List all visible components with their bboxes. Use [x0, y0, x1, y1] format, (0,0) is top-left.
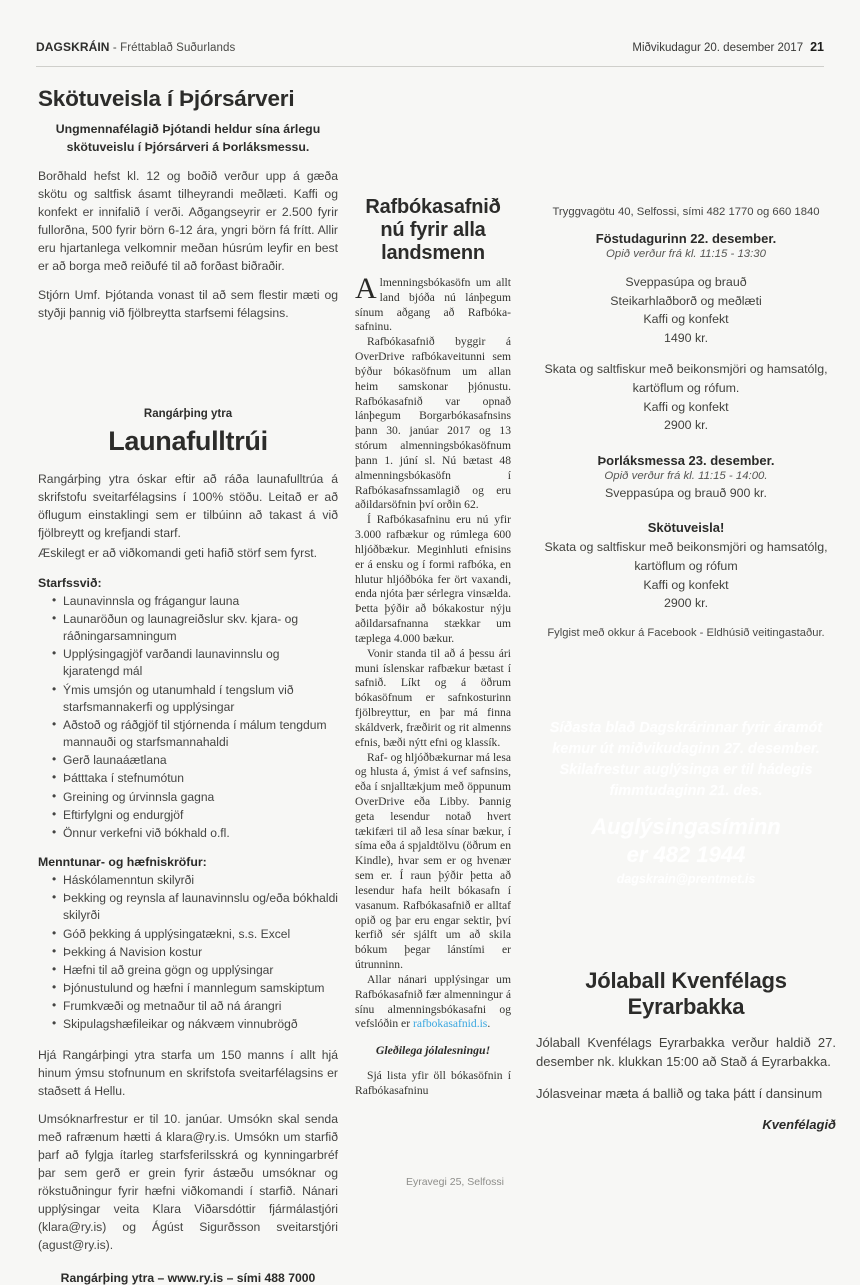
rafbokasafn-title: Rafbókasafnið nú fyrir alla landsmenn	[365, 196, 501, 264]
watermark-deadline-text: Síðasta blað Dagskrárinnar fyrir áramót kemur út miðvikudaginn 27. desember. Skilafrestur auglýsinga er til hádegis fimmtudaginn 21. des.	[549, 720, 823, 800]
ad-eldhusid	[536, 206, 836, 639]
bottom-caption: Eyravegi 25, Selfossi	[405, 1176, 505, 1188]
rafbokasafn-paragraph-1-text: lmenningsbókasöfn um allt land bjóða nú lánþegum sínum aðgang að Rafbókasafninu.	[355, 276, 511, 334]
masthead-right	[632, 40, 824, 54]
starfssvid-item: • Aðstoð og ráðgjöf til stjórnenda í málum tengdum mannauði og starfsmannahaldi	[52, 717, 338, 751]
rafbokasafn-paragraph-2: Rafbókasafnið byggir á OverDrive rafbókaveitunni sem býður bókasöfnum um allan heim samskonar þjónustu. Rafbókasafnið var opnað lánþegum Borgarbókasafnsins þann 30. janúar 2017 og 13 stórum almenningsbókasöfnum þann 1. júní sl. Nú bætast 48 almenningsbókasöfn í Rafbókasafnssamlagið og eru aðildarsöfnin því orðin 62.	[355, 335, 511, 512]
ad-jolaball	[536, 968, 836, 1132]
skotuveisla-lead: Ungmennafélagið Þjótandi heldur sína árlegu skötuveislu í Þjórsárveri á Þorláksmessu.	[55, 122, 321, 154]
launafulltrui-kicker: Rangárþing ytra	[143, 408, 233, 420]
launafulltrui-title: Launafulltrúi	[108, 426, 268, 456]
dropcap: A	[355, 272, 377, 305]
rafbokasafn-paragraph-4: Vonir standa til að á þessu ári muni íslenskar rafbækur bætast í safnið. Líkt og á öðrum bókasöfnum er safnkosturinn fjölbreyttur, en þar má finna skáldverk, fræðirit og rit almenns efnis, bæði nýtt efni og klassík.	[355, 646, 511, 749]
launafulltrui-intro2: Æskilegt er að viðkomandi geti hafið störf sem fyrst.	[38, 545, 318, 560]
watermark-phone-label: Auglýsingasíminn	[591, 814, 781, 840]
eldhusid-footer: Fylgist með okkur á Facebook - Eldhúsið veitingastaður.	[547, 626, 825, 639]
menntun-item: • Háskólamenntun skilyrði	[52, 872, 338, 889]
menntun-item: • Þekking og reynsla af launavinnslu og/eða bókhaldi skilyrði	[52, 890, 338, 924]
eldhusid-menu-2: Skata og saltfiskur með beikonsmjöri og hamsatólg, kartöflum og rófum. Kaffi og konfekt 2900 kr.	[544, 362, 828, 433]
starfssvid-item: • Önnur verkefni við bókhald o.fl.	[52, 825, 338, 842]
skotuveisla-title: Skötuveisla í Þjórsárveri	[38, 86, 295, 111]
starfssvid-heading: Starfssvið:	[38, 575, 102, 590]
launafulltrui-contact: Rangárþing ytra – www.ry.is – sími 488 7000	[60, 1270, 316, 1285]
masthead-left	[36, 40, 235, 54]
rafbokasafn-paragraph-6-before: Allar nánari upplýsingar um Rafbókasafnið fær almenningur á sínu almenningsbókasafni og vefslóðin er	[355, 972, 511, 1031]
skotuveisla-paragraph: Borðhald hefst kl. 12 og boðið verður upp á gæða skötu og saltfisk ásamt tilheyrandi meðlæti. Kaffi og konfekt er innifalið í verði. Aðgangseyrir er 2.500 fyrir fullorðna, 500 fyrir börn 6-12 ára, yngri börn fá frítt. Allir eru hjartanlega velkomnir meðan húsrúm leyfir en best er að borga með reiðufé til að forðast biðraðir.	[38, 169, 338, 273]
jolaball-paragraph-2: Jólasveinar mæta á ballið og taka þátt í dansinum	[536, 1085, 823, 1101]
launafulltrui-staff-paragraph: Hjá Rangárþingi ytra starfa um 150 manns í allt hjá hinum ýmsu stofnunum en skrifstofa sveitarfélagsins er staðsett á Hellu.	[38, 1047, 338, 1098]
eldhusid-menu-1: Sveppasúpa og brauð Steikarhlaðborð og meðlæti Kaffi og konfekt 1490 kr.	[610, 275, 762, 345]
starfssvid-item: • Launavinnsla og frágangur launa	[52, 593, 338, 610]
rafbokasafn-paragraph-6-after: .	[487, 1017, 491, 1031]
ad-launafulltrui	[38, 408, 338, 1285]
masthead-brand: DAGSKRÁIN	[36, 40, 110, 54]
starfssvid-item: • Ýmis umsjón og utanumhald í tengslum við starfsmannakerfi og upplýsingar	[52, 682, 338, 716]
rafbokasafn-paragraph-7: Sjá lista yfir öll bókasöfnin í Rafbókasafninu	[355, 1069, 511, 1098]
starfssvid-item: • Gerð launaáætlana	[52, 752, 338, 769]
eldhusid-address: Tryggvagötu 40, Selfossi, sími 482 1770 og 660 1840	[552, 206, 820, 218]
eldhusid-feast-menu: Skata og saltfiskur með beikonsmjöri og hamsatólg, kartöflum og rófum Kaffi og konfekt 2900 kr.	[544, 540, 828, 611]
watermark-phone-number: er 482 1944	[626, 841, 746, 867]
rafbokasafnid-link[interactable]: rafbokasafnid.is	[412, 1017, 488, 1031]
menntun-item: • Frumkvæði og metnaður til að ná árangri	[52, 998, 338, 1015]
starfssvid-item: • Greining og úrvinnsla gagna	[52, 789, 338, 806]
rafbokasafn-paragraph-3: Í Rafbókasafninu eru nú yfir 3.000 rafbækur og rúmlega 600 hljóðbækur. Meginhluti efnisins er á ensku og í formi rafbóka, en hlutur hljóðbóka fer ört vaxandi, enda njóta þær sérlegra vinsælda. Þetta þýðir að bókakostur nýju aðildarsafnanna stækkar um tæplega 4.000 bækur.	[355, 513, 511, 645]
rafbokasafn-paragraph-5: Raf- og hljóðbækurnar má lesa og hlusta á, ýmist á vef safnsins, eða í snjalltækjum með öppunum OverDrive eða Libby. Þannig geta lesendur notað hvert tækifæri til að lesa sínar bækur, í síma eða á spjaldtölvu (öðrum en Kindle), hvar sem er og hvenær sem er. Í raun þýðir þetta að lesendur hafa heilt bókasafn í vasanum. Rafbókasafnið er alltaf opið og þar eru engar sektir, því kerfið sér sjálft um að skila bókum þegar lánstími er útrunninn.	[355, 750, 511, 972]
masthead-date: Miðvikudagur 20. desember 2017	[632, 42, 804, 54]
rafbokasafn-paragraph-6	[355, 973, 511, 1032]
masthead	[36, 40, 824, 67]
eldhusid-day-2: Þorláksmessa 23. desember.	[597, 452, 775, 468]
article-rafbokasafnid	[355, 196, 511, 1099]
menntun-item: • Skipulagshæfileikar og nákvæm vinnubrögð	[52, 1016, 338, 1033]
starfssvid-item: • Eftirfylgni og endurgjöf	[52, 807, 338, 824]
menntun-item: • Góð þekking á upplýsingatækni, s.s. Excel	[52, 926, 338, 943]
rafbokasafn-paragraph-1	[355, 272, 511, 335]
skotuveisla-paragraph: Stjórn Umf. Þjótanda vonast til að sem flestir mæti og styðji þannig við fjölbreytta starfsemi félagsins.	[38, 287, 338, 320]
launafulltrui-application-paragraph: Umsóknarfrestur er til 10. janúar. Umsókn skal senda með rafrænum hætti á klara@ry.is. Umsókn um starfið þarf að fylgja ítarleg starfsferilsskrá og kynningarbréf þar sem gerð er grein fyrir ástæðu umsóknar og rökstuðningur fyrir hæfni viðkomandi í starfið. Nánari upplýsingar veita Klara Viðarsdóttir fjármálastjóri (klara@ry.is) og Ágúst Sigurðsson sveitarstjóri (agust@ry.is).	[38, 1112, 338, 1253]
eldhusid-hours-1: Opið verður frá kl. 11:15 - 13:30	[606, 248, 766, 260]
rafbokasafn-greeting: Gleðilega jólalesningu!	[375, 1043, 491, 1058]
masthead-subtitle: - Fréttablað Suðurlands	[109, 42, 236, 54]
menntun-heading: Menntunar- og hæfniskröfur:	[38, 855, 207, 870]
jolaball-title: Jólaball Kvenfélags Eyrarbakka	[585, 968, 787, 1019]
starfssvid-item: • Þátttaka í stefnumótun	[52, 770, 338, 787]
jolaball-signature: Kvenfélagið	[762, 1116, 836, 1132]
starfssvid-item: • Launaröðun og launagreiðslur skv. kjara- og ráðningarsamningum	[52, 611, 338, 645]
page-number: 21	[810, 40, 824, 54]
ad-skotuveisla	[38, 86, 338, 323]
jolaball-paragraph-1: Jólaball Kvenfélags Eyrarbakka verður haldið 27. desember nk. klukkan 15:00 að Stað á Eyrarbakka.	[536, 1034, 836, 1069]
watermark-email[interactable]: dagskrain@prentmet.is	[616, 872, 756, 887]
menntun-item: • Þekking á Navision kostur	[52, 944, 338, 961]
menntun-item: • Þjónustulund og hæfni í mannlegum samskiptum	[52, 980, 338, 997]
eldhusid-day-1: Föstudagurinn 22. desember.	[595, 231, 777, 246]
eldhusid-hours-2: Opið verður frá kl. 11:15 - 14:00.	[604, 469, 768, 482]
eldhusid-feast-heading: Skötuveisla!	[647, 520, 725, 536]
watermark-notice	[536, 718, 836, 886]
starfssvid-list	[38, 593, 338, 842]
starfssvid-item: • Upplýsingagjöf varðandi launavinnslu og kjaratengd mál	[52, 646, 338, 680]
menntun-list	[38, 872, 338, 1034]
menntun-item: • Hæfni til að greina gögn og upplýsingar	[52, 962, 338, 979]
launafulltrui-intro: Rangárþing ytra óskar eftir að ráða launafulltrúa á skrifstofu sveitarfélagsins í 100% stöðu. Leitað er að öflugum einstaklingi sem er tilbúinn að takast á við fjölbreytt og krefjandi starf.	[38, 472, 338, 540]
eldhusid-menu-3: Sveppasúpa og brauð 900 kr.	[605, 485, 767, 500]
